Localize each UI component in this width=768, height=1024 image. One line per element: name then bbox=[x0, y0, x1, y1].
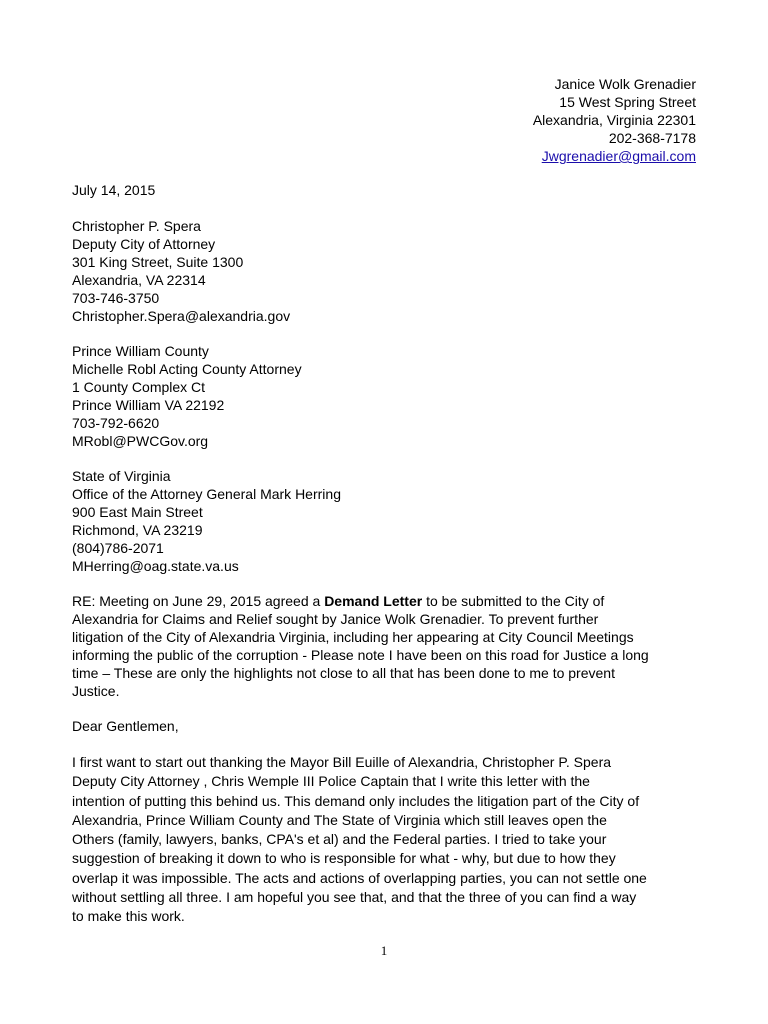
re-bold-demand-letter: Demand Letter bbox=[324, 593, 423, 609]
sender-name: Janice Wolk Grenadier bbox=[554, 76, 696, 92]
re-text-after: to be submitted to the City of bbox=[422, 593, 605, 609]
re-subject-paragraph bbox=[72, 592, 702, 700]
paragraph-line: suggestion of breaking it down to who is responsible for what - why, but due to how they bbox=[72, 850, 616, 867]
recipient-line: (804)786-2071 bbox=[72, 540, 164, 556]
body-paragraph bbox=[72, 753, 702, 927]
sender-email-link[interactable]: Jwgrenadier@gmail.com bbox=[541, 148, 696, 164]
paragraph-line: to make this work. bbox=[72, 908, 185, 925]
recipient-line: Prince William VA 22192 bbox=[72, 397, 225, 413]
paragraph-line: intention of putting this behind us. This demand only includes the litigation part of the City of bbox=[72, 792, 640, 809]
recipient-email: MRobl@PWCGov.org bbox=[72, 433, 209, 449]
paragraph-line: without settling all three. I am hopeful you see that, and that the three of you can find a way bbox=[72, 889, 637, 906]
re-line: litigation of the City of Alexandria Virginia, including her appearing at City Council Meetings bbox=[72, 629, 634, 645]
salutation bbox=[72, 717, 712, 735]
re-line bbox=[72, 592, 702, 610]
paragraph-line: Alexandria, Prince William County and The State of Virginia which still leaves open the bbox=[72, 811, 607, 828]
salutation-text: Dear Gentlemen, bbox=[72, 718, 179, 734]
recipient-line: Michelle Robl Acting County Attorney bbox=[72, 361, 302, 377]
recipient-email: Christopher.Spera@alexandria.gov bbox=[72, 308, 291, 324]
recipient-block-county bbox=[72, 342, 712, 450]
recipient-line: Prince William County bbox=[72, 343, 209, 359]
paragraph-line: overlap it was impossible. The acts and actions of overlapping parties, you can not settle one bbox=[72, 869, 647, 886]
re-line: Alexandria for Claims and Relief sought by Janice Wolk Grenadier. To prevent further bbox=[72, 611, 599, 627]
recipient-line: Alexandria, VA 22314 bbox=[72, 272, 206, 288]
recipient-block-city bbox=[72, 217, 712, 325]
recipient-email: MHerring@oag.state.va.us bbox=[72, 558, 239, 574]
paragraph-line: I first want to start out thanking the Mayor Bill Euille of Alexandria, Christopher P. Spera bbox=[72, 754, 612, 770]
re-line: time – These are only the highlights not close to all that has been done to me to prevent bbox=[72, 665, 615, 681]
recipient-line: Richmond, VA 23219 bbox=[72, 522, 203, 538]
sender-city: Alexandria, Virginia 22301 bbox=[532, 112, 696, 128]
letter-date bbox=[72, 181, 712, 199]
sender-phone: 202-368-7178 bbox=[608, 130, 696, 146]
date-text: July 14, 2015 bbox=[72, 182, 156, 198]
recipient-line: Deputy City of Attorney bbox=[72, 236, 216, 252]
recipient-line: 703-746-3750 bbox=[72, 290, 160, 306]
re-line: informing the public of the corruption - Please note I have been on this road for Justice a long bbox=[72, 647, 649, 663]
recipient-line: Office of the Attorney General Mark Herring bbox=[72, 486, 341, 502]
recipient-line: 301 King Street, Suite 1300 bbox=[72, 254, 244, 270]
recipient-block-state bbox=[72, 467, 712, 575]
re-line: Justice. bbox=[72, 683, 120, 699]
paragraph-line: Deputy City Attorney , Chris Wemple III Police Captain that I write this letter with the bbox=[72, 773, 590, 790]
sender-address-block bbox=[533, 75, 696, 165]
sender-street: 15 West Spring Street bbox=[559, 94, 696, 110]
paragraph-line: Others (family, lawyers, banks, CPA's et al) and the Federal parties. I tried to take your bbox=[72, 831, 607, 848]
recipient-line: 900 East Main Street bbox=[72, 504, 203, 520]
recipient-line: 1 County Complex Ct bbox=[72, 379, 206, 395]
page-number: 1 bbox=[380, 943, 388, 958]
recipient-line: Christopher P. Spera bbox=[72, 218, 201, 234]
recipient-line: 703-792-6620 bbox=[72, 415, 160, 431]
recipient-line: State of Virginia bbox=[72, 468, 171, 484]
re-text-before: RE: Meeting on June 29, 2015 agreed a bbox=[72, 593, 325, 609]
